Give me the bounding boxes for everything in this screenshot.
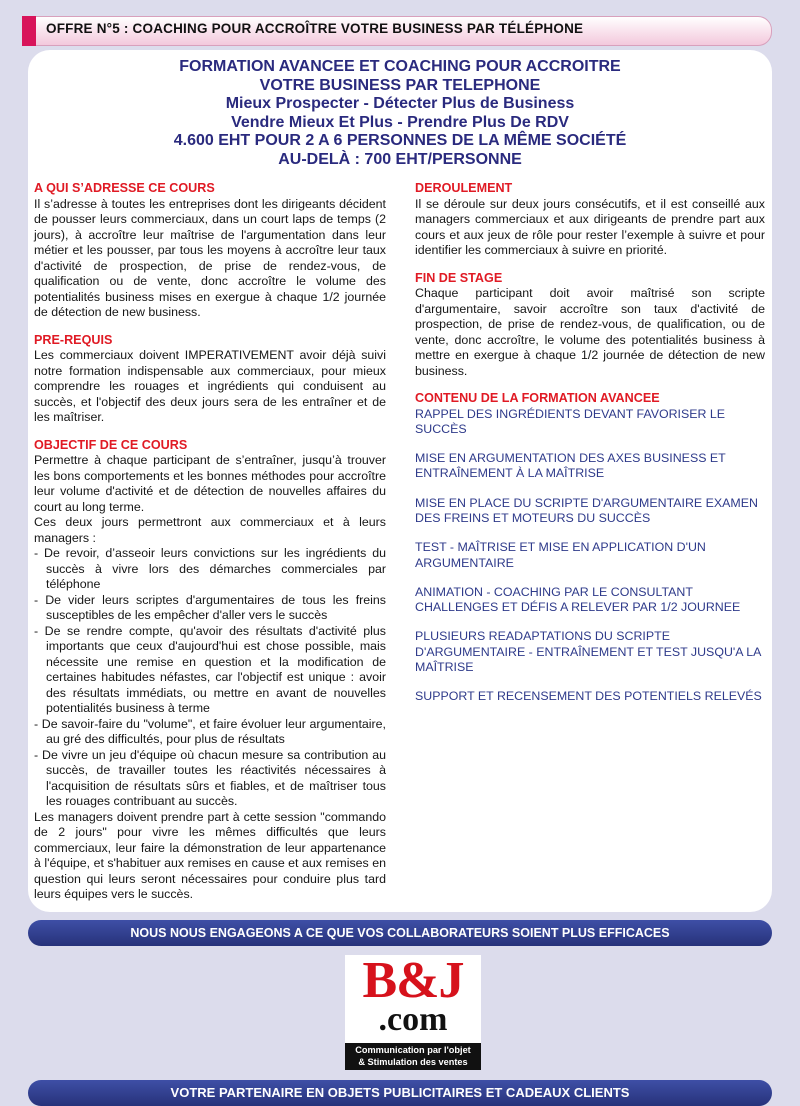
fin-de-stage-title: FIN DE STAGE: [415, 270, 503, 285]
contenu-item: RAPPEL DES INGRÉDIENTS DEVANT FAVORISER LE SUCCÈS: [415, 406, 726, 436]
objective-bullet: - De vider leurs scriptes d'argumentaires de tous les freins susceptibles de les empêcher d'aller vers le succès: [34, 592, 386, 622]
right-column: [415, 181, 765, 719]
offer-header-accent: [22, 16, 36, 46]
offer-title: OFFRE N°5 : COACHING POUR ACCROÎTRE VOTRE BUSINESS PAR TÉLÉPHONE: [46, 21, 584, 36]
prereq-text: Les commerciaux doivent IMPERATIVEMENT avoir déjà suivi notre formation indispensable aux commerciaux, pour mieux comprendre les rouages et ingrédients qui conduisent au succès, et l'objectif des deux jours sera de les entraîner et de les maîtriser.: [34, 348, 386, 424]
contenu-item: ANIMATION - COACHING PAR LE CONSULTANT CHALLENGES ET DÉFIS A RELEVER PAR 1/2 JOURNEE: [415, 584, 741, 615]
prereq-title: PRE-REQUIS: [34, 332, 113, 347]
objective-bullet: - De vivre un jeu d'équipe où chacun mesure sa contribution au succès, de travailler toutes les réactivités nécessaires à l'acquisition de résultats sûrs et fiables, et de maîtriser tous les rouages contribuant au succès.: [34, 747, 386, 808]
deroulement-title: DEROULEMENT: [415, 181, 513, 195]
logo-domain-text: .com: [378, 1001, 448, 1038]
left-column: [34, 181, 386, 903]
partner-banner: VOTRE PARTENAIRE EN OBJETS PUBLICITAIRES ET CADEAUX CLIENTS: [28, 1080, 772, 1106]
contenu-item: PLUSIEURS READAPTATIONS DU SCRIPTE D'ARGUMENTAIRE - ENTRAÎNEMENT ET TEST JUSQU'A LA MAÎTRISE: [415, 629, 761, 675]
objective-bullet: - De revoir, d’asseoir leurs convictions sur les ingrédients du succès à vivre lors des démarches commerciales par téléphone: [34, 546, 386, 591]
contenu-item: MISE EN ARGUMENTATION DES AXES BUSINESS ET ENTRAÎNEMENT À LA MAÎTRISE: [415, 451, 726, 481]
objective-intro: Permettre à chaque participant de s’entraîner, jusqu’à trouver les bons comportements et les bonnes méthodes pour accroître leur volume d'activité et de détection de nouvelles affaires du court au long terme.: [34, 453, 386, 514]
logo-tagline-1: Communication par l'objet: [355, 1045, 471, 1055]
headline-line-4: Vendre Mieux Et Plus - Prendre Plus De RDV: [231, 113, 569, 131]
logo-brand-text: B&J: [362, 952, 464, 1009]
logo-tagline: [345, 1043, 481, 1070]
headline-line-1: FORMATION AVANCEE ET COACHING POUR ACCROITRE: [179, 58, 621, 75]
contenu-item: SUPPORT ET RECENSEMENT DES POTENTIELS RELEVÉS: [415, 689, 762, 704]
commitment-banner: NOUS NOUS ENGAGEONS A CE QUE VOS COLLABORATEURS SOIENT PLUS EFFICACES: [28, 920, 772, 946]
objective-bullet: - De se rendre compte, qu'avoir des résultats d'activité plus importants que ceux d'aujourd'hui est chose possible, mais nécessite une remise en question et la modification de certaines habitudes néfastes, car l'objectif est unique : avoir des résultats immédiats, ou mettre en avant de nouvelles potentialités business à terme: [34, 623, 386, 715]
deroulement-text: Il se déroule sur deux jours consécutifs, et il est conseillé aux managers commerciaux et aux dirigeants de prendre part aux cours et aux jeux de rôle pour rester l’exemple à suivre et pour identifier les commerciaux à suivre en priorité.: [415, 196, 765, 257]
objective-title: OBJECTIF DE CE COURS: [34, 437, 188, 452]
headline-line-3: Mieux Prospecter - Détecter Plus de Business: [225, 95, 575, 113]
headline: [60, 58, 740, 170]
contenu-item: TEST - MAÎTRISE ET MISE EN APPLICATION D'UN ARGUMENTAIRE: [415, 540, 706, 570]
brand-logo: [345, 952, 481, 1070]
audience-text: Il s’adresse à toutes les entreprises dont les dirigeants décident de pousser leurs commerciaux, dans un court laps de temps (2 jours), à accroître leur maîtrise de l'argumentation dans leur métier et les pousser, par tous les moyens à accroître leur taux d'activité de prospection, de prise de rendez-vous, de qualification ou de vente, donc accroître le volume des potentialités business mises en exergue à chaque 1/2 journée de détection de new business.: [34, 196, 386, 319]
headline-line-2: VOTRE BUSINESS PAR TELEPHONE: [259, 76, 541, 94]
objective-bullet: - De savoir-faire du "volume", et faire évoluer leur argumentaire, au gré des difficultés, pour plus de résultats: [34, 716, 386, 746]
contenu-title: CONTENU DE LA FORMATION AVANCEE: [415, 391, 660, 405]
fin-de-stage-text: Chaque participant doit avoir maîtrisé son scripte d'argumentaire, savoir accroître son taux d'activité de prospection, de prise de rendez-vous, de qualification, ou de vente, donc accroître, le volume des potentialités business à mettre en exergue à chaque 1/2 journée de détection de new business.: [415, 286, 765, 378]
objective-intro-2: Ces deux jours permettront aux commerciaux et à leurs managers :: [34, 515, 386, 545]
objective-outro: Les managers doivent prendre part à cette session "commando de 2 jours" pour vivre les mêmes difficultés que leurs commerciaux, leur faire la démonstration de leur appartenance à l'équipe, et s'habituer aux remises en cause et aux remises en question qui leurs seront nécessaires pour conduire plus tard leurs équipes vers le succès.: [34, 809, 386, 901]
headline-extra-price: AU-DELÀ : 700 EHT/PERSONNE: [278, 150, 522, 168]
logo-tagline-2: & Stimulation des ventes: [358, 1057, 468, 1067]
contenu-item: MISE EN PLACE DU SCRIPTE D'ARGUMENTAIRE EXAMEN DES FREINS ET MOTEURS DU SUCCÈS: [415, 495, 758, 525]
audience-title: A QUI S’ADRESSE CE COURS: [34, 181, 215, 195]
headline-price: 4.600 EHT POUR 2 A 6 PERSONNES DE LA MÊME SOCIÉTÉ: [173, 132, 627, 150]
